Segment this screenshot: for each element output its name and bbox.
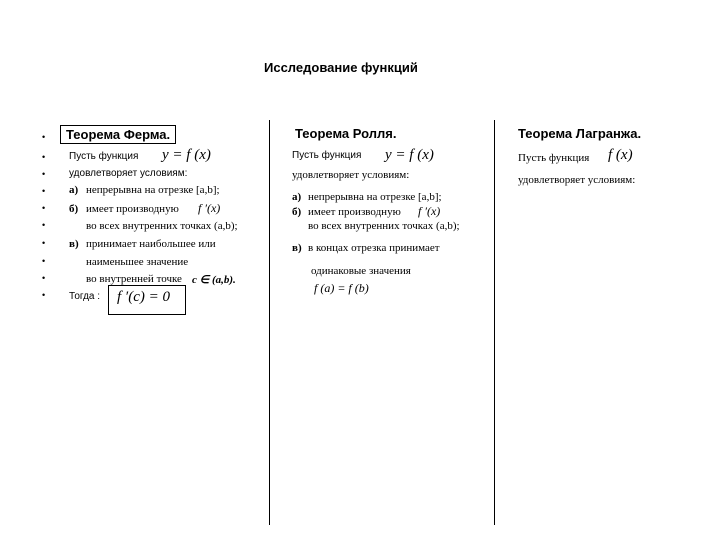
column-divider xyxy=(269,120,270,525)
fermat-header: Теорема Ферма. xyxy=(60,125,176,144)
rolle-line: непрерывна на отрезке [a,b]; xyxy=(308,191,442,203)
fermat-item-label: б) xyxy=(69,203,79,215)
lagrange-line: Пусть функция xyxy=(518,152,590,164)
bullet: • xyxy=(42,203,46,213)
lagrange-line: удовлетворяет условиям: xyxy=(518,174,636,186)
rolle-eq-formula: f (a) = f (b) xyxy=(314,281,369,295)
rolle-item-label: б) xyxy=(292,206,302,218)
rolle-deriv-formula: f ′(x) xyxy=(418,204,441,218)
rolle-header: Теорема Ролля. xyxy=(295,126,397,141)
rolle-item-label: в) xyxy=(292,242,302,254)
fermat-line: удовлетворяет условиям: xyxy=(69,168,188,179)
bullet: • xyxy=(42,290,46,300)
bullet: • xyxy=(42,256,46,266)
rolle-item-label: а) xyxy=(292,191,302,203)
rolle-line: в концах отрезка принимает xyxy=(308,242,440,254)
rolle-line: во всех внутренних точках (a,b); xyxy=(308,220,460,232)
bullet: • xyxy=(42,220,46,230)
fermat-result-formula: f ′(c) = 0 xyxy=(117,289,170,305)
rolle-line: удовлетворяет условиям: xyxy=(292,169,410,181)
fermat-line: Пусть функция xyxy=(69,151,139,162)
rolle-func-formula: y = f (x) xyxy=(385,147,434,163)
fermat-line: непрерывна на отрезке [a,b]; xyxy=(86,184,220,196)
rolle-line: имеет производную xyxy=(308,206,401,218)
bullet: • xyxy=(42,169,46,179)
fermat-deriv-formula: f ′(x) xyxy=(198,201,221,215)
bullet: • xyxy=(42,186,46,196)
rolle-line: одинаковые значения xyxy=(311,265,411,277)
fermat-line: Тогда : xyxy=(69,291,101,302)
fermat-line: имеет производную xyxy=(86,203,179,215)
bullet: • xyxy=(42,132,46,142)
page-title: Исследование функций xyxy=(264,60,418,75)
fermat-line: во внутренней точке xyxy=(86,273,182,285)
lagrange-func-formula: f (x) xyxy=(608,147,633,163)
fermat-line: принимает наибольшее или xyxy=(86,238,216,250)
fermat-line: c ∈ (a,b). xyxy=(192,274,236,286)
fermat-item-label: в) xyxy=(69,238,79,250)
bullet: • xyxy=(42,238,46,248)
rolle-line: Пусть функция xyxy=(292,150,362,161)
bullet: • xyxy=(42,152,46,162)
column-divider xyxy=(494,120,495,525)
bullet: • xyxy=(42,273,46,283)
fermat-line: во всех внутренних точках (a,b); xyxy=(86,220,238,232)
fermat-item-label: а) xyxy=(69,184,79,196)
fermat-func-formula: y = f (x) xyxy=(162,147,211,163)
fermat-line: наименьшее значение xyxy=(86,256,189,268)
lagrange-header: Теорема Лагранжа. xyxy=(518,126,642,141)
